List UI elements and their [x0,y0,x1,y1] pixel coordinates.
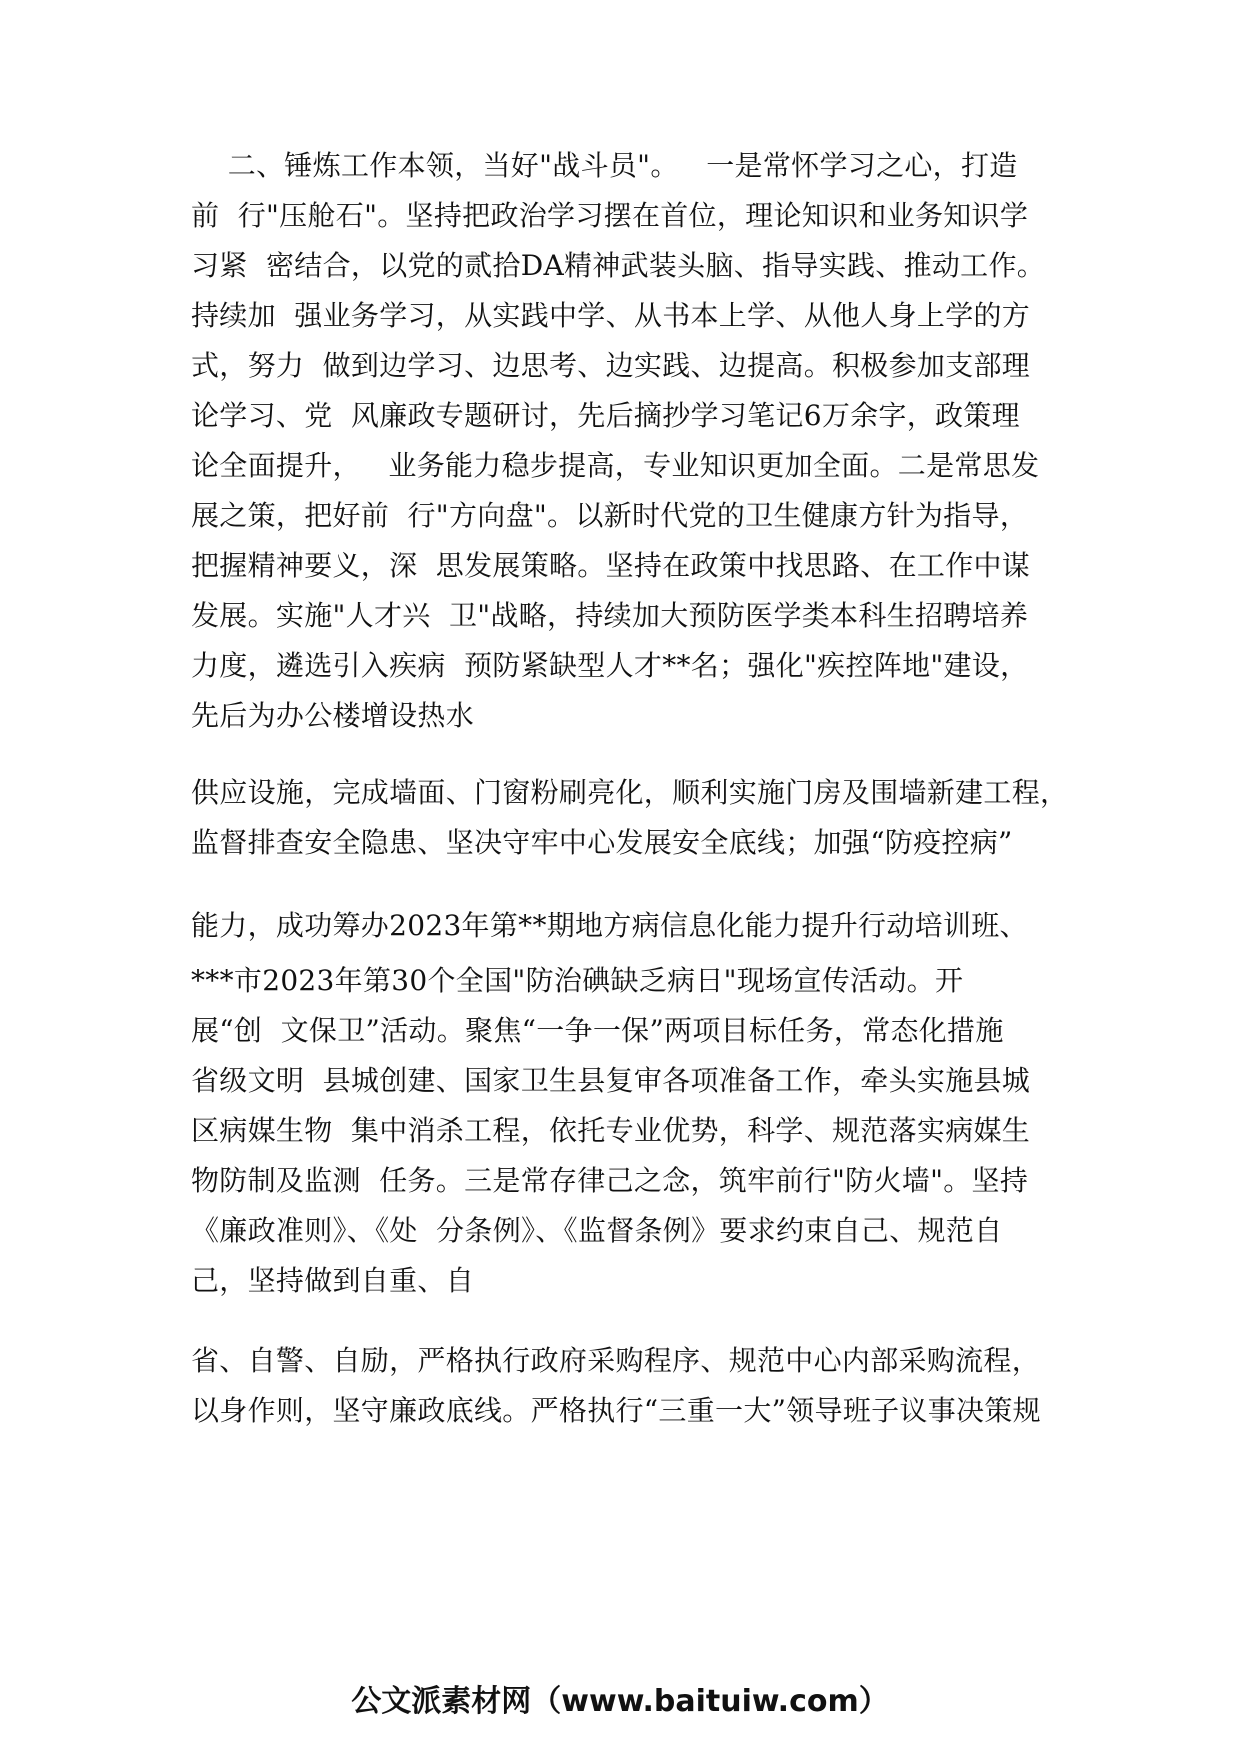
paragraph-line: 《廉政准则》、《处 分条例》、《监督条例》要求约束自己、规范自 [191,1214,1003,1247]
paragraph-line: 论全面提升， 业务能力稳步提高，专业知识更加全面。二是常思发 [191,449,1040,482]
paragraph-line: 区病媒生物 集中消杀工程，依托专业优势，科学、规范落实病媒生 [191,1114,1031,1147]
paragraph-line: 式，努力 做到边学习、边思考、边实践、边提高。积极参加支部理 [191,349,1031,382]
paragraph-line: 前 行"压舱石"。坚持把政治学习摆在首位，理论知识和业务知识学 [191,199,1029,232]
paragraph-line: ***市2023年第30个全国"防治碘缺乏病日"现场宣传活动。开 [191,964,964,997]
paragraph-line: 习紧 密结合，以党的贰拾DA精神武装头脑、指导实践、推动工作。 [191,249,1046,282]
paragraph-line: 二、锤炼工作本领，当好"战斗员"。 一是常怀学习之心，打造 [191,149,1018,182]
paragraph-line: 发展。实施"人才兴 卫"战略，持续加大预防医学类本科生招聘培养 [191,599,1029,632]
paragraph-line: 省、自警、自励，严格执行政府采购程序、规范中心内部采购流程， [191,1344,1041,1377]
paragraph-line: 以身作则，坚守廉政底线。严格执行“三重一大”领导班子议事决策规 [191,1394,1041,1427]
paragraph-line: 能力，成功筹办2023年第**期地方病信息化能力提升行动培训班、 [191,909,1028,942]
paragraph-line: 省级文明 县城创建、国家卫生县复审各项准备工作，牵头实施县城 [191,1064,1031,1097]
paragraph-line: 把握精神要义，深 思发展策略。坚持在政策中找思路、在工作中谋 [191,549,1031,582]
paragraph-line: 监督排查安全隐患、坚决守牢中心发展安全底线；加强“防疫控病” [191,826,1013,859]
paragraph-line: 力度，遴选引入疾病 预防紧缺型人才**名；强化"疾控阵地"建设， [191,649,1029,682]
paragraph-line: 展之策，把好前 行"方向盘"。以新时代党的卫生健康方针为指导， [191,499,1029,532]
paragraph-line: 持续加 强业务学习，从实践中学、从书本上学、从他人身上学的方 [191,299,1031,332]
paragraph-line: 供应设施，完成墙面、门窗粉刷亮化，顺利实施门房及围墙新建工程， [191,776,1069,809]
paragraph-line: 先后为办公楼增设热水 [191,699,475,732]
footer-watermark: 公文派素材网（www.baituiw.com） [351,1684,889,1719]
paragraph-line: 物防制及监测 任务。三是常存律己之念，筑牢前行"防火墙"。坚持 [191,1164,1029,1197]
paragraph-line: 展“创 文保卫”活动。聚焦“一争一保”两项目标任务，常态化措施 [191,1014,1004,1047]
paragraph-line: 己，坚持做到自重、自 [191,1264,475,1297]
paragraph-line: 论学习、党 风廉政专题研讨，先后摘抄学习笔记6万余字，政策理 [191,399,1020,432]
